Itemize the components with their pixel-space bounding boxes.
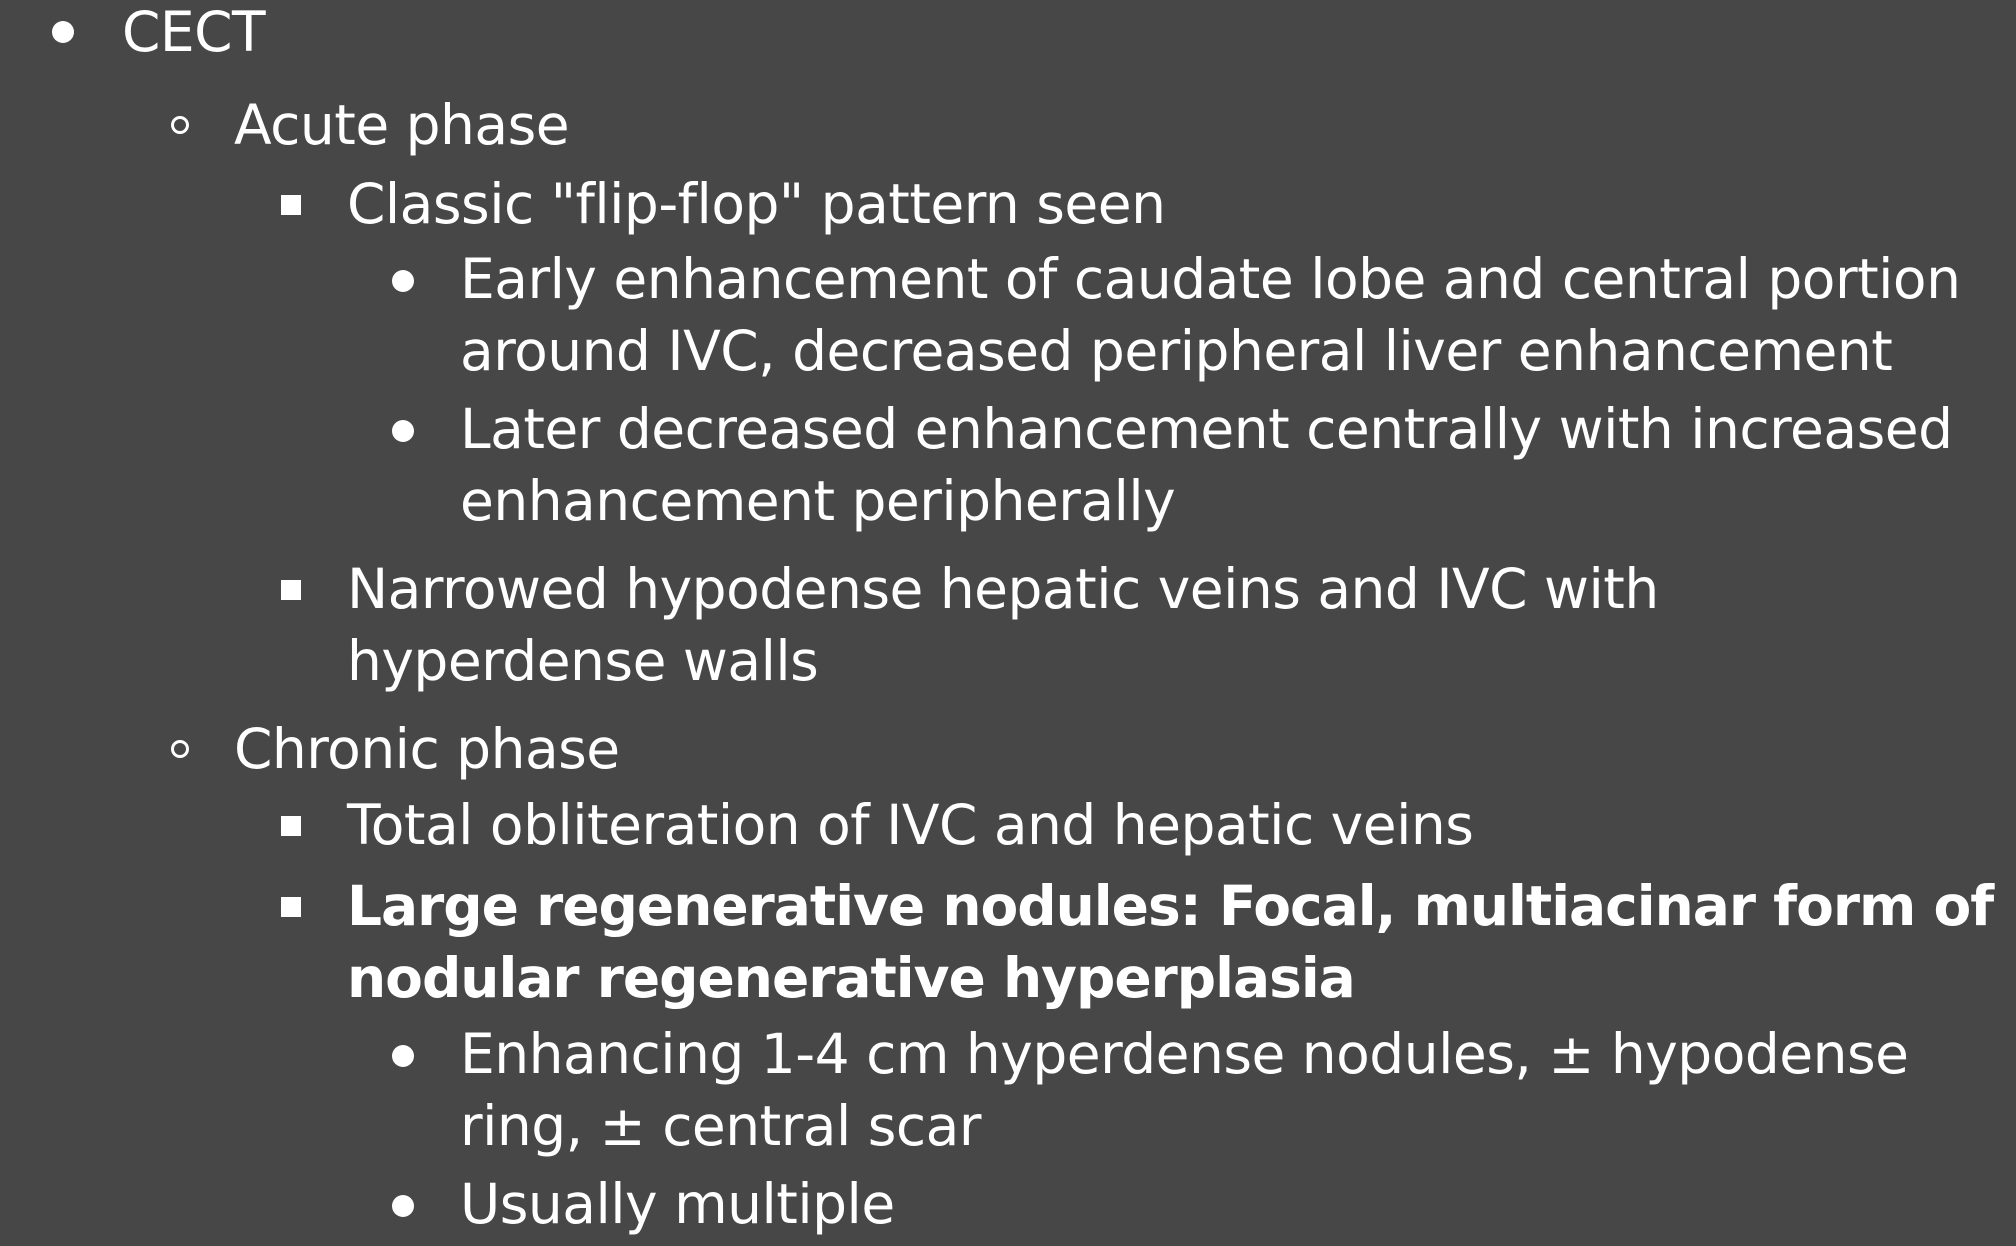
outline-item-narrowed: Narrowed hypodense hepatic veins and IVC with	[347, 557, 1659, 621]
outline-item-early-enhancement-cont: around IVC, decreased peripheral liver enhancement	[460, 319, 1893, 383]
outline-item-acute-phase: Acute phase	[234, 93, 570, 157]
outline-item-chronic-phase: Chronic phase	[234, 717, 620, 781]
outline-item-usually-multiple: Usually multiple	[460, 1172, 895, 1236]
bullet-circle-icon	[171, 740, 189, 758]
bullet-square-icon	[281, 195, 301, 215]
bullet-square-icon	[281, 816, 301, 836]
outline-item-enhancing-nodules-cont: ring, ± central scar	[460, 1094, 981, 1158]
bullet-disc-icon	[52, 21, 74, 43]
outline-item-large-regenerative-cont: nodular regenerative hyperplasia	[347, 946, 1355, 1010]
outline-item-flip-flop: Classic "flip-flop" pattern seen	[347, 172, 1166, 236]
outline-item-enhancing-nodules: Enhancing 1-4 cm hyperdense nodules, ± hypodense	[460, 1022, 1909, 1086]
outline-item-narrowed-cont: hyperdense walls	[347, 629, 819, 693]
bullet-square-icon	[281, 897, 301, 917]
outline-item-large-regenerative: Large regenerative nodules: Focal, multiacinar form of	[347, 874, 1994, 938]
bullet-square-icon	[281, 580, 301, 600]
outline-item-cect: CECT	[122, 0, 266, 64]
outline-item-later-decreased: Later decreased enhancement centrally with increased	[460, 397, 1953, 461]
bullet-circle-icon	[171, 116, 189, 134]
outline-item-later-decreased-cont: enhancement peripherally	[460, 469, 1176, 533]
outline-item-total-obliteration: Total obliteration of IVC and hepatic veins	[347, 793, 1474, 857]
bullet-disc-icon	[392, 420, 414, 442]
outline-item-early-enhancement: Early enhancement of caudate lobe and central portion	[460, 247, 1961, 311]
bullet-disc-icon	[392, 1195, 414, 1217]
bullet-disc-icon	[392, 1045, 414, 1067]
bullet-disc-icon	[392, 270, 414, 292]
